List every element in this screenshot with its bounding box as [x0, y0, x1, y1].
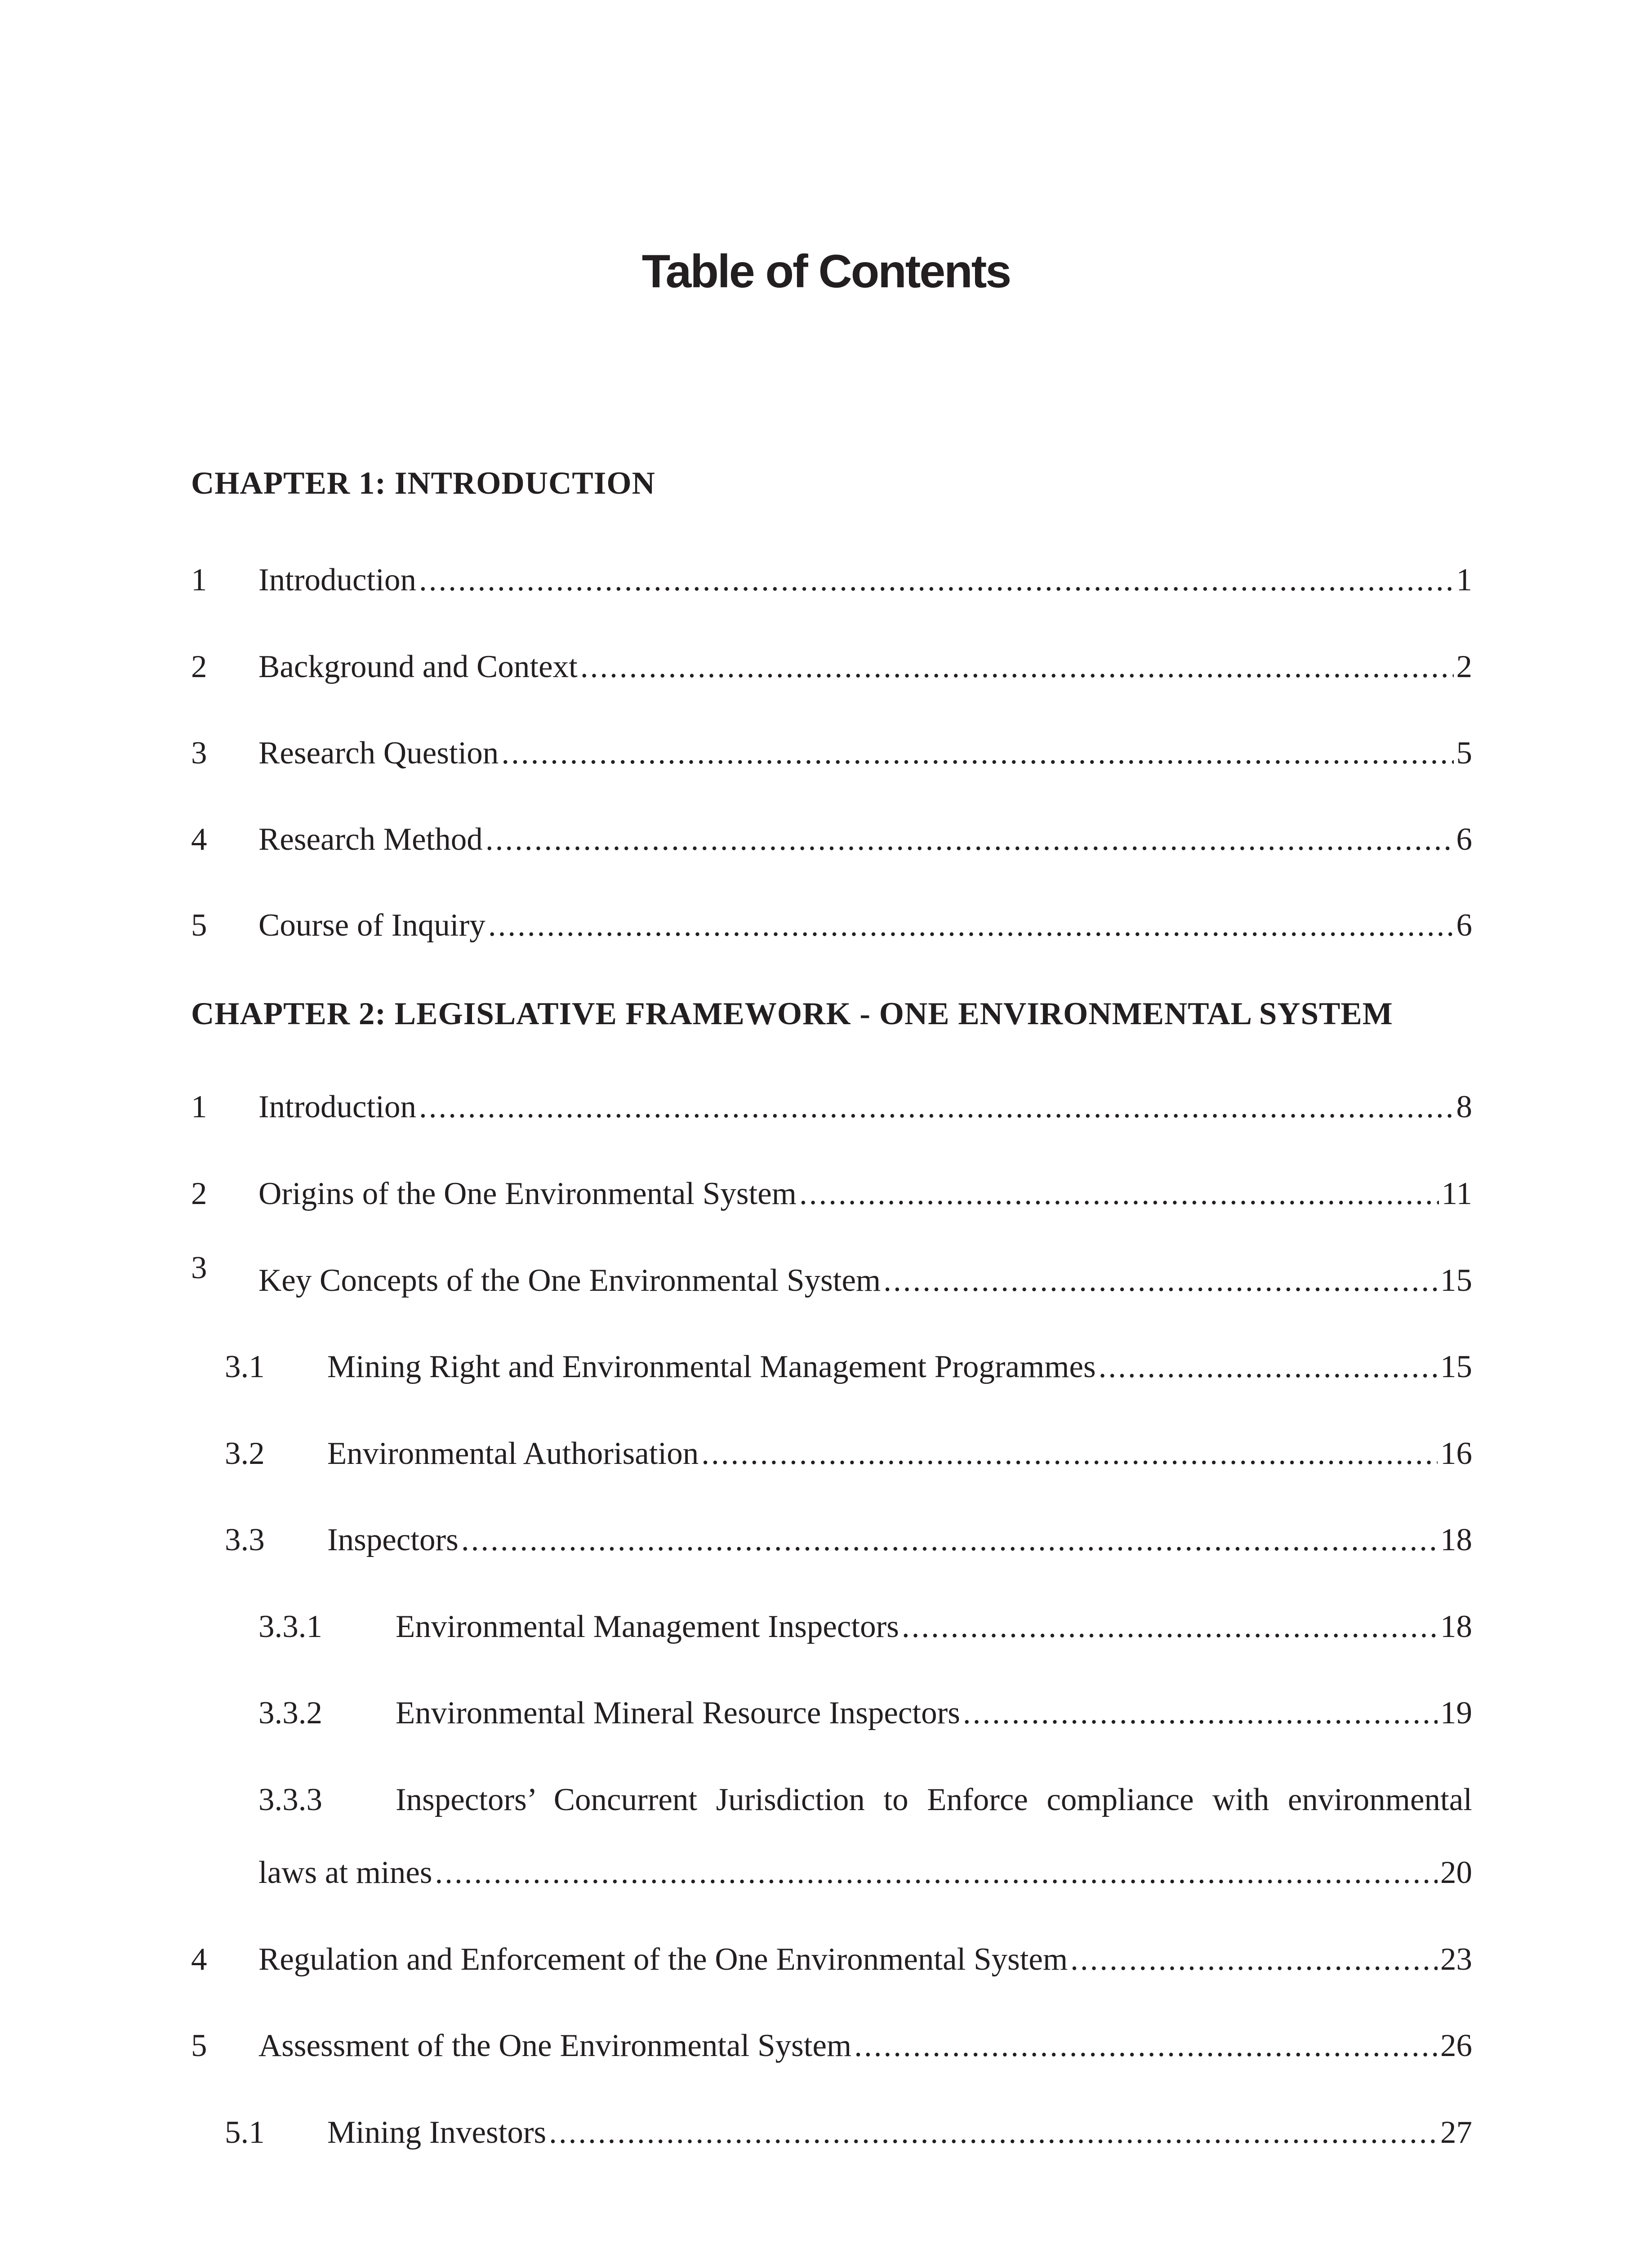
toc-entry[interactable] — [191, 1250, 1472, 1307]
entry-page-number: 26 — [1440, 2028, 1472, 2063]
entry-number: 2 — [191, 1176, 207, 1211]
entry-page-number: 18 — [1440, 1522, 1472, 1557]
entry-page-number: 23 — [1440, 1942, 1472, 1977]
toc-entry[interactable] — [191, 821, 1472, 866]
entry-number: 3.3.2 — [258, 1695, 322, 1731]
entry-number: 4 — [191, 1942, 207, 1977]
dot-leader — [902, 1609, 1438, 1645]
dot-leader — [419, 562, 1454, 598]
entry-number: 3.1 — [225, 1349, 265, 1384]
toc-entry[interactable] — [225, 1522, 1472, 1567]
entry-page-number: 15 — [1440, 1263, 1472, 1298]
entry-title: Inspectors — [327, 1522, 459, 1557]
dot-leader — [883, 1262, 1438, 1299]
chapter-heading: CHAPTER 1: INTRODUCTION — [191, 466, 655, 501]
entry-number: 5.1 — [225, 2115, 265, 2150]
entry-title-line1: Inspectors’ Concurrent Jurisdiction to Enforce compliance with environmental — [396, 1782, 1472, 1817]
toc-entry[interactable] — [225, 1349, 1472, 1394]
entry-title: Mining Right and Environmental Management Programmes — [327, 1349, 1096, 1384]
entry-number: 3.2 — [225, 1436, 265, 1471]
entry-number: 1 — [191, 1089, 207, 1124]
entry-number: 3 — [191, 736, 207, 771]
entry-number: 3.3.3 — [258, 1782, 322, 1817]
entry-page-number: 20 — [1440, 1855, 1472, 1890]
entry-title: Key Concepts of the One Environmental System — [258, 1263, 881, 1298]
entry-page-number: 6 — [1456, 822, 1472, 857]
entry-title: Environmental Authorisation — [327, 1436, 699, 1471]
entry-title-line2: laws at mines — [258, 1855, 432, 1890]
entry-number: 5 — [191, 908, 207, 943]
entry-page-number: 16 — [1440, 1436, 1472, 1471]
dot-leader — [580, 649, 1454, 685]
dot-leader — [963, 1695, 1438, 1731]
entry-title: Assessment of the One Environmental System — [258, 2028, 852, 2063]
toc-entry[interactable] — [225, 2114, 1472, 2159]
toc-entry[interactable] — [191, 1176, 1472, 1221]
dot-leader — [488, 907, 1454, 944]
entry-page-number: 2 — [1456, 649, 1472, 684]
entry-page-number: 8 — [1456, 1089, 1472, 1124]
entry-number: 1 — [191, 562, 207, 598]
entry-title: Regulation and Enforcement of the One Environmental System — [258, 1942, 1068, 1977]
entry-number: 3.3.1 — [258, 1609, 322, 1644]
dot-leader — [461, 1522, 1438, 1558]
entry-page-number: 19 — [1440, 1695, 1472, 1731]
dot-leader — [435, 1855, 1438, 1891]
page-title: Table of Contents — [641, 245, 1011, 298]
dot-leader — [501, 735, 1453, 772]
toc-entry[interactable] — [191, 649, 1472, 694]
entry-title: Environmental Management Inspectors — [396, 1609, 899, 1644]
entry-title: Introduction — [258, 1089, 416, 1124]
entry-page-number: 15 — [1440, 1349, 1472, 1384]
entry-number: 4 — [191, 822, 207, 857]
entry-number: 3 — [191, 1250, 207, 1285]
dot-leader — [549, 2114, 1438, 2151]
entry-number: 2 — [191, 649, 207, 684]
entry-page-number: 18 — [1440, 1609, 1472, 1644]
entry-page-number: 5 — [1456, 736, 1472, 771]
entry-title: Research Question — [258, 736, 499, 771]
entry-number: 3.3 — [225, 1522, 265, 1557]
dot-leader — [485, 821, 1454, 858]
entry-title: Background and Context — [258, 649, 578, 684]
dot-leader — [1099, 1349, 1438, 1385]
dot-leader — [1070, 1941, 1438, 1978]
entry-page-number: 27 — [1440, 2115, 1472, 2150]
toc-entry[interactable] — [191, 907, 1472, 952]
toc-entry[interactable] — [258, 1695, 1472, 1740]
entry-page-number: 1 — [1456, 562, 1472, 598]
entry-title: Research Method — [258, 822, 483, 857]
toc-entry[interactable] — [191, 735, 1472, 780]
dot-leader — [419, 1089, 1454, 1125]
toc-entry[interactable] — [191, 2028, 1472, 2073]
toc-entry[interactable] — [191, 1941, 1472, 1986]
chapter-heading: CHAPTER 2: LEGISLATIVE FRAMEWORK - ONE ENVIRONMENTAL SYSTEM — [191, 996, 1393, 1031]
dot-leader — [799, 1176, 1439, 1212]
dot-leader — [701, 1436, 1438, 1472]
entry-number: 5 — [191, 2028, 207, 2063]
entry-title: Introduction — [258, 562, 416, 598]
entry-title: Mining Investors — [327, 2115, 547, 2150]
toc-entry[interactable] — [191, 562, 1472, 607]
entry-title: Origins of the One Environmental System — [258, 1176, 797, 1211]
entry-title: Course of Inquiry — [258, 908, 485, 943]
entry-page-number: 11 — [1441, 1176, 1472, 1211]
toc-entry[interactable] — [225, 1436, 1472, 1481]
entry-page-number: 6 — [1456, 908, 1472, 943]
dot-leader — [854, 2028, 1438, 2064]
toc-entry[interactable] — [258, 1609, 1472, 1654]
entry-title: Environmental Mineral Resource Inspectors — [396, 1695, 960, 1731]
toc-entry[interactable] — [191, 1089, 1472, 1134]
